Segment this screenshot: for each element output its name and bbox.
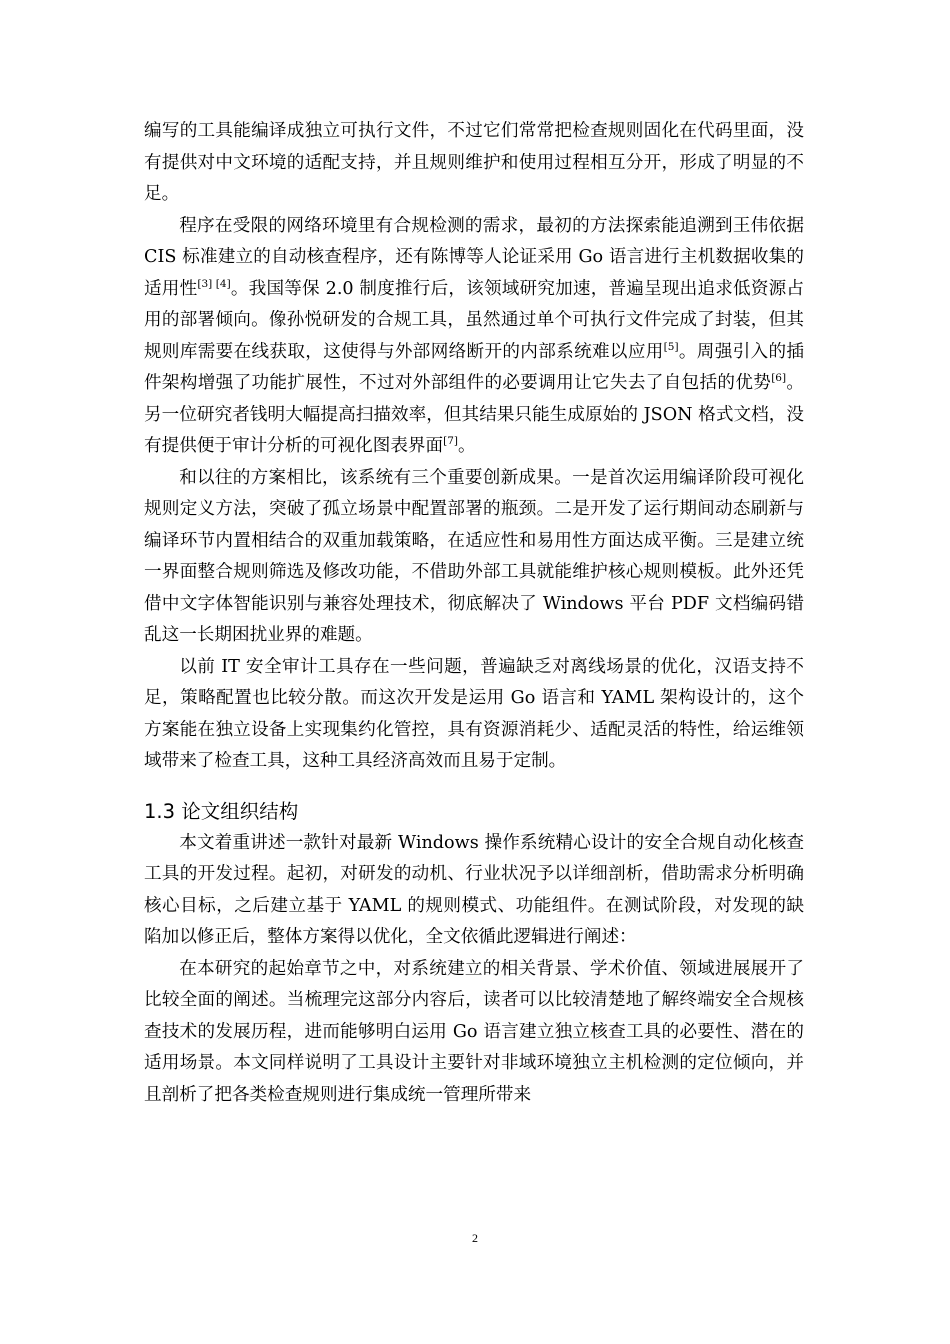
paragraph-innovations: 和以往的方案相比，该系统有三个重要创新成果。一是首次运用编译阶段可视化规则定义方法，突破了孤立场景中配置部署的瓶颈。二是开发了运行期间动态刷新与编译环节内置相结合的双重加载策略，在适应性和易用性方面达成平衡。三是建立统一界面整合规则筛选及修改功能，不借助外部工具就能维护核心规则模板。此外还凭借中文字体智能识别与兼容处理技术，彻底解决了 Windows 平台 PDF 文档编码错乱这一长期困扰业界的难题。 (144, 467, 804, 645)
section-heading: 1.3 论文组织结构 (144, 799, 299, 823)
citation-ref: [5] (663, 340, 679, 353)
paragraph-chapter-one: 在本研究的起始章节之中，对系统建立的相关背景、学术价值、领域进展展开了比较全面的阐述。当梳理完这部分内容后，读者可以比较清楚地了解终端安全合规核查技术的发展历程，进而能够明白运用 Go 语言建立独立核查工具的必要性、潜在的适用场景。本文同样说明了工具设计主要针对非域环境独立主机检测的定位倾向，并且剖析了把各类检查规则进行集成统一管理所带来 (144, 958, 804, 1105)
citation-ref: [7] (443, 435, 458, 447)
citation-ref: [3] [4] (197, 277, 231, 290)
paragraph-text: 。 (457, 436, 476, 456)
paragraph-text: 。另一位研究者钱明大幅提高扫描效率，但其结果只能生成原始的 JSON 格式文档，没有提供便于审计分析的可视化图表界面 (144, 373, 804, 456)
paragraph-text: 。周强引入的插件架构增强了功能扩展性，不过对外部组件的必要调用让它失去了自包括的优势 (144, 341, 804, 393)
paragraph-continued: 编写的工具能编译成独立可执行文件，不过它们常常把检查规则固化在代码里面，没有提供对中文环境的适配支持，并且规则维护和使用过程相互分开，形成了明显的不足。 (144, 121, 804, 204)
paragraph-text: 。我国等保 2.0 制度推行后，该领域研究加速，普遍呈现出追求低资源占用的部署倾向。像孙悦研发的合规工具，虽然通过单个可执行文件完成了封装，但其规则库需要在线获取，这使得与外部网络断开的内部系统难以应用 (144, 278, 805, 362)
paragraph-text: 程序在受限的网络环境里有合规检测的需求，最初的方法探索能追溯到王伟依据 CIS 标准建立的自动核查程序，还有陈博等人论证采用 Go 语言进行主机数据收集的适用性 (144, 215, 804, 299)
paragraph-organization-intro: 本文着重讲述一款针对最新 Windows 操作系统精心设计的安全合规自动化核查工具的开发过程。起初，对研发的动机、行业状况予以详细剖析，借助需求分析明确核心目标，之后建立基于 YAML 的规则模式、功能组件。在测试阶段，对发现的缺陷加以修正后，整体方案得以优化，全文依循此逻辑进行阐述： (144, 832, 804, 947)
citation-ref: [6] (771, 372, 787, 384)
page-number: 2 (472, 1231, 478, 1245)
document-body (144, 116, 804, 1111)
paragraph-related-work (144, 211, 804, 463)
paragraph-summary: 以前 IT 安全审计工具存在一些问题，普遍缺乏对离线场景的优化，汉语支持不足，策略配置也比较分散。而这次开发是运用 Go 语言和 YAML 架构设计的，这个方案能在独立设备上实现集约化管控，具有资源消耗少、适配灵活的特性，给运维领域带来了检查工具，这种工具经济高效而且易于定制。 (144, 656, 804, 771)
